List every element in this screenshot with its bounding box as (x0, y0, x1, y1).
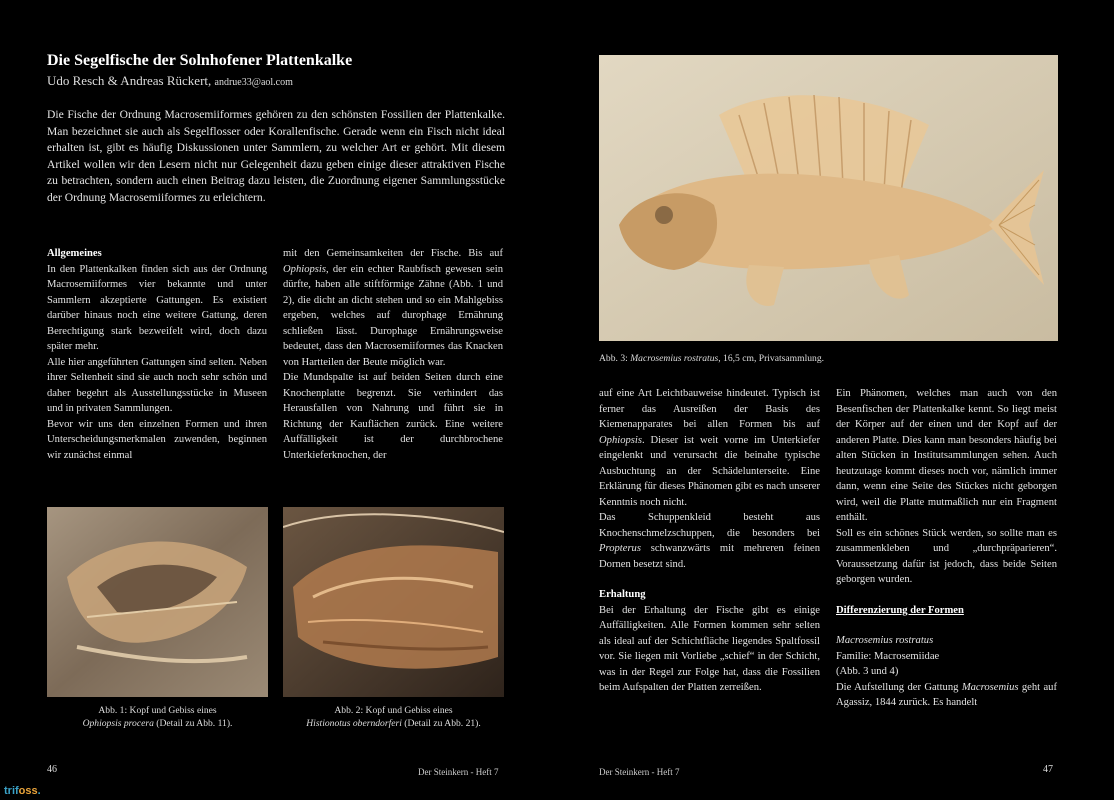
paragraph: Die Aufstellung der Gattung Macrosemius geht auf Agassiz, 1844 zurück. Es handelt (836, 681, 1057, 708)
paragraph: Alle hier angeführten Gattungen sind selten. Neben ihrer Seltenheit sind sie auch noch sehr schön und daher begehrt als Ausstellungsstücke in Museen und in privaten Sammlungen. (47, 356, 267, 414)
text-column-4 (836, 386, 1057, 711)
text-column-1 (47, 246, 267, 463)
article-title: Die Segelfische der Solnhofener Plattenkalke (47, 52, 353, 69)
text-column-2 (283, 246, 503, 463)
article-intro: Die Fische der Ordnung Macrosemiiformes gehören zu den schönsten Fossilien der Plattenkalke. Man bezeichnet sie auch als Segelflosser oder Korallenfische. Gerade wenn ein Fisch nicht ideal erhalten ist, gibt es häufig Diskussionen unter Sammlern, zu welcher Art er gehört. Mit diesem Artikel wollen wir den Lesern nicht nur Gelegenheit dazu geben einige dieser attraktiven Fische zu betrachten, sondern auch einen Beitrag dazu leisten, die Zuordnung eigener Sammlungsstücke der Ordnung Macrosemiiformes zu erleichtern. (47, 108, 505, 204)
figure-2-caption: Abb. 2: Kopf und Gebiss eines Histionotus oberndorferi (Detail zu Abb. 21). (306, 705, 481, 729)
author-names: Udo Resch & Andreas Rückert, (47, 73, 212, 88)
species-family: Familie: Macrosemiidae (836, 650, 940, 662)
paragraph: Soll es ein schönes Stück werden, so sollte man es zusammenkleben und „durchpräparieren“. Voraussetzung dafür ist jedoch, dass beide Seiten geborgen wurden. (836, 527, 1057, 585)
paragraph: In den Plattenkalken finden sich aus der Ordnung Macrosemiiformes vier bekannte und unter Sammlern akzeptierte Gattungen. Es existiert darüber hinaus noch eine weitere Gattung, deren Berechtigung stark bezweifelt wird, doch dazu später mehr. (47, 263, 267, 352)
paragraph: mit den Gemeinsamkeiten der Fische. Bis auf Ophiopsis, der ein echter Raubfisch gewesen sein dürfte, haben alle stiftförmige Zähne (Abb. 1 und 2), die dicht an dicht stehen und so ein Mahlgebiss ergeben, welches auf durophage Ernährung schließen lässt. Durophage Ernährungsweise bedeutet, dass den Macrosemiiformes das Knacken von Hartteilen der Beute möglich war. (283, 248, 503, 368)
paragraph: Bevor wir uns den einzelnen Formen und ihren Unterscheidungsmerkmalen zuwenden, beginnen wir zunächst einmal (47, 418, 267, 461)
journal-footer-left: Der Steinkern - Heft 7 (418, 767, 499, 777)
page-number-left: 46 (47, 764, 57, 775)
paragraph: Das Schuppenkleid besteht aus Knochenschmelzschuppen, die besonders bei Propterus schwanzwärts mit mehreren feinen Dornen besetzt sind. (599, 512, 820, 570)
paragraph: auf eine Art Leichtbauweise hindeutet. Typisch ist ferner das Ausreißen der Basis des Kiemenapparates bei allen Formen bis auf Ophiopsis. Dieser ist weit vorne im Unterkiefer eingelenkt und verursacht die beinahe typische Ausbuchtung an der Schädelunterseite. Eine Erklärung für dieses Phänomen gibt es nach unserer Kenntnis noch nicht. (599, 388, 820, 508)
species-figures: (Abb. 3 und 4) (836, 666, 899, 677)
figure-3-caption: Abb. 3: Macrosemius rostratus, 16,5 cm, Privatsammlung. (599, 353, 825, 364)
section-heading-erhaltung: Erhaltung (599, 589, 646, 600)
species-name: Macrosemius rostratus (836, 635, 934, 646)
section-heading-differenzierung: Differenzierung der Formen (836, 604, 964, 616)
paragraph: Bei der Erhaltung der Fische gibt es einige Auffälligkeiten. Alle Formen kommen sehr selten als ideal auf der Schichtfläche liegendes Spaltfossil vor. Sie liegen mit Vorliebe „schief“ in der Schicht, was in der Regel zur Folge hat, dass die Fossilien beim Aufspalten der Platten zerreißen. (599, 604, 820, 693)
text-column-3 (599, 386, 820, 696)
author-email: andrue33@aol.com (214, 77, 293, 88)
article-authors (47, 73, 293, 89)
figure-2-photo (283, 507, 504, 697)
paragraph: Ein Phänomen, welches man auch von den Besenfischen der Plattenkalke kennt. So liegt meist der Körper auf der einen und der Kopf auf der anderen Platte. Dies kann man besonders häufig bei alten Stücken in Institutsammlungen sehen. Auch heutzutage kommt dieses noch vor, nämlich immer dann, wenn eine Seite des Stückes nicht geborgen wird, weil die Platte mutmaßlich nur ein Fragment enthält. (836, 388, 1057, 523)
journal-footer-right: Der Steinkern - Heft 7 (599, 767, 680, 777)
figure-1-caption: Abb. 1: Kopf und Gebiss eines Ophiopsis procera (Detail zu Abb. 11). (82, 705, 233, 729)
page-number-right: 47 (1043, 764, 1053, 775)
section-heading-allgemeines: Allgemeines (47, 248, 102, 259)
watermark-logo: trifoss. (4, 785, 41, 797)
paragraph: Die Mundspalte ist auf beiden Seiten durch eine Knochenplatte begrenzt. Sie verhindert das Herausfallen von Nahrung und führt sie in Richtung der Kauflächen zurück. Eine weitere Auffälligkeit ist der durchbrochene Unterkieferknochen, der (283, 372, 503, 461)
figure-3-photo (599, 55, 1058, 341)
figure-1-photo (47, 507, 268, 697)
